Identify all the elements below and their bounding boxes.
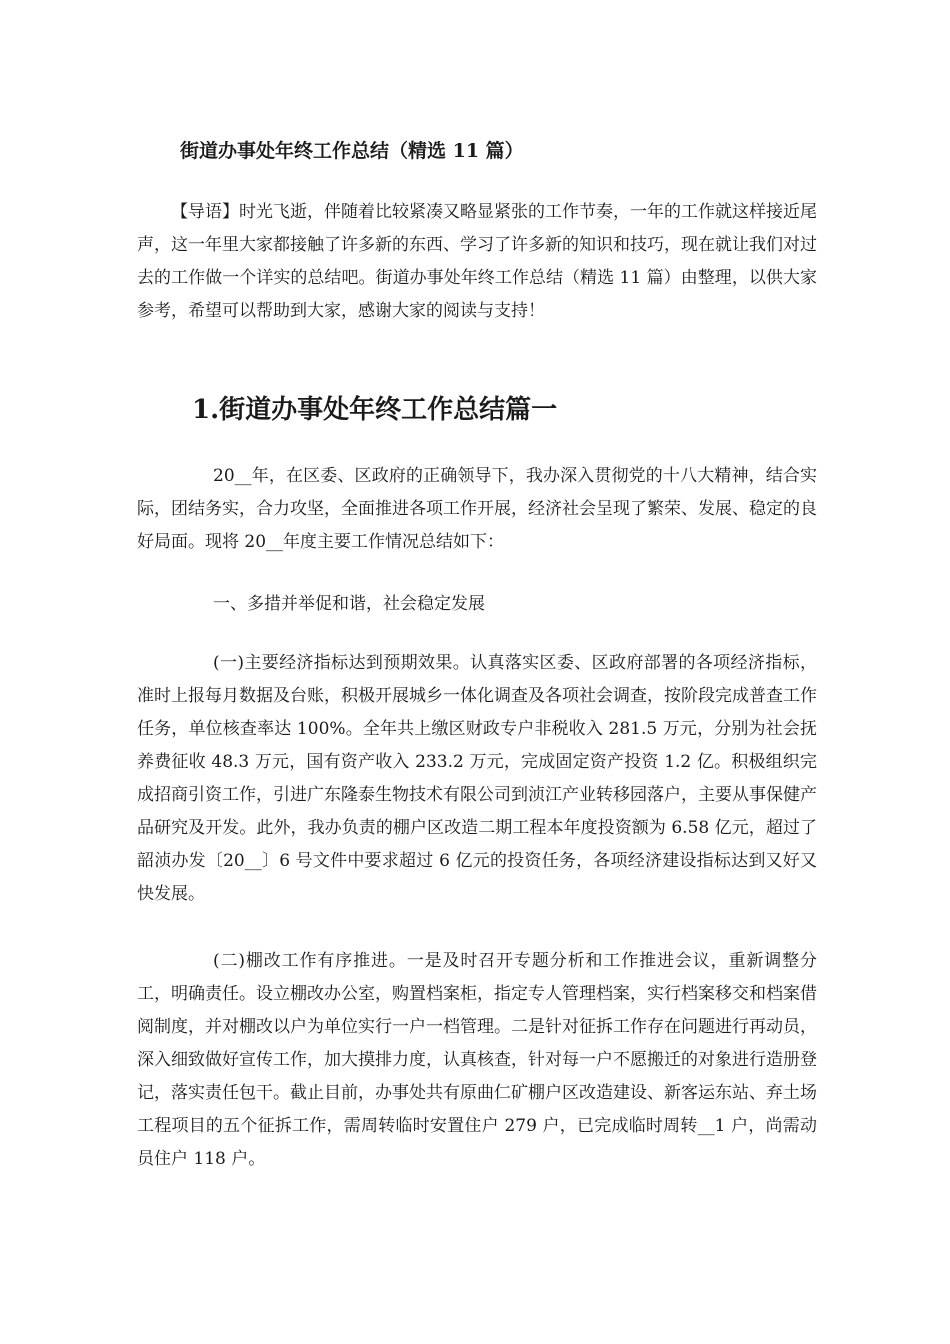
intro-paragraph: 【导语】时光飞逝，伴随着比较紧凑又略显紧张的工作节奏，一年的工作就这样接近尾声，这一年里大家都接触了许多新的东西、学习了许多新的知识和技巧，现在就让我们对过去的工作做一个详实的总结吧。街道办事处年终工作总结（精选 11 篇）由整理，以供大家参考，希望可以帮助到大家，感谢大家的阅读与支持！ [137, 202, 817, 321]
section-heading: 1.街道办事处年终工作总结篇一 [192, 395, 558, 425]
subsection-heading: 一、多措并举促和谐，社会稳定发展 [213, 594, 485, 614]
body-paragraph-3: (二)棚改工作有序推进。一是及时召开专题分析和工作推进会议，重新调整分工，明确责任。设立棚改办公室，购置档案柜，指定专人管理档案，实行档案移交和档案借阅制度，并对棚改以户为单位实行一户一档管理。二是针对征拆工作存在问题进行再动员，深入细致做好宣传工作，加大摸排力度，认真核查，针对每一户不愿搬迁的对象进行造册登记，落实责任包干。截止目前，办事处共有原曲仁矿棚户区改造建设、新客运东站、弃土场工程项目的五个征拆工作，需周转临时安置住户 279 户，已完成临时周转__1 户，尚需动员住户 118 户。 [137, 951, 817, 1169]
document-title: 街道办事处年终工作总结（精选 11 篇） [180, 140, 524, 162]
body-paragraph-1: 20__年，在区委、区政府的正确领导下，我办深入贯彻党的十八大精神，结合实际，团结务实，合力攻坚，全面推进各项工作开展，经济社会呈现了繁荣、发展、稳定的良好局面。现将 20__年度主要工作情况总结如下： [137, 466, 817, 552]
body-paragraph-2: (一)主要经济指标达到预期效果。认真落实区委、区政府部署的各项经济指标，准时上报每月数据及台账，积极开展城乡一体化调查及各项社会调查，按阶段完成普查工作任务，单位核查率达 100%。全年共上缴区财政专户非税收入 281.5 万元，分别为社会抚养费征收 48.3 万元，国有资产收入 233.2 万元，完成固定资产投资 1.2 亿。积极组织完成招商引资工作，引进广东隆泰生物技术有限公司到浈江产业转移园落户，主要从事保健产品研究及开发。此外，我办负责的棚户区改造二期工程本年度投资额为 6.58 亿元，超过了韶浈办发〔20__〕6 号文件中要求超过 6 亿元的投资任务，各项经济建设指标达到又好又快发展。 [137, 653, 817, 904]
